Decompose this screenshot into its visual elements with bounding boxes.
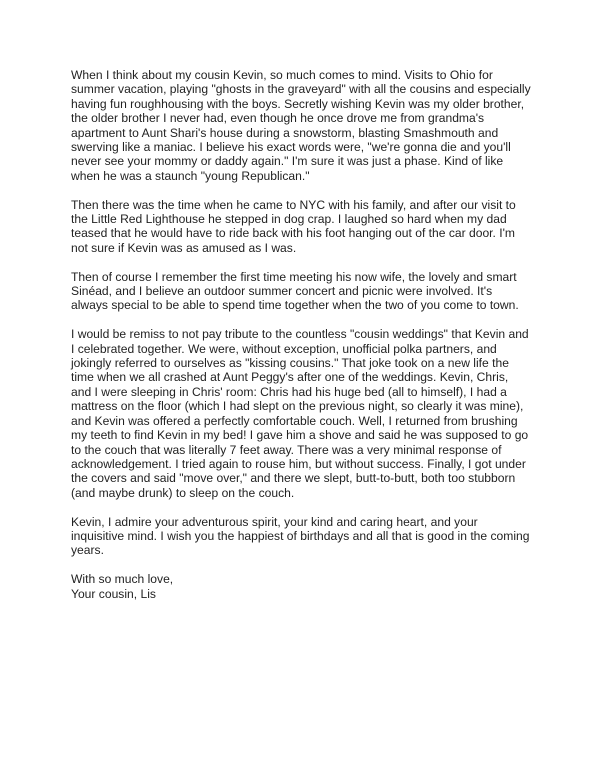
paragraph-birthday-wishes: Kevin, I admire your adventurous spirit, your kind and caring heart, and your inquisitive mind. I wish you the happiest of birthdays and all that is good in the coming years.: [71, 514, 530, 558]
letter-closing: [71, 572, 531, 601]
paragraph-cousin-weddings: I would be remiss to not pay tribute to the countless "cousin weddings" that Kevin and I celebrated together. We were, without exception, unofficial polka partners, and jokingly referred to ourselves as "kissing cousins." That joke took on a new life the time when we all crashed at Aunt Peggy's after one of the weddings. Kevin, Chris, and I were sleeping in Chris' room: Chris had his huge bed (all to himself), I had a mattress on the floor (which I had slept on the previous night, so clearly it was mine), and Kevin was offered a perfectly comfortable couch. Well, I returned from brushing my teeth to find Kevin in my bed! I gave him a shove and said he was supposed to go to the couch that was literally 7 feet away. There was a very minimal response of acknowledgement. I tried again to rouse him, but without success. Finally, I got under the covers and said "move over," and there we slept, butt-to-butt, both too stubborn (and maybe drunk) to sleep on the couch.: [71, 327, 529, 500]
paragraph-childhood-memories: When I think about my cousin Kevin, so much comes to mind. Visits to Ohio for summer vacation, playing "ghosts in the graveyard" with all the cousins and especially having fun roughhousing with the boys. Secretly wishing Kevin was my older brother, the older brother I never had, even though he once drove me from grandma's apartment to Aunt Shari's house during a snowstorm, blasting Smashmouth and swerving like a maniac. I believe his exact words were, "we're gonna die and you'll never see your mommy or daddy again." I'm sure it was just a phase. Kind of like when he was a staunch "young Republican.": [71, 68, 531, 183]
signature-line: Your cousin, Lis: [71, 586, 156, 601]
paragraph-meeting-wife: Then of course I remember the first time meeting his now wife, the lovely and smart Sinéad, and I believe an outdoor summer concert and picnic were involved. It's always special to be able to spend time together when the two of you come to town.: [71, 269, 519, 313]
letter-body: [71, 68, 531, 601]
closing-line: With so much love,: [71, 572, 174, 587]
paragraph-nyc-visit: Then there was the time when he came to NYC with his family, and after our visit to the Little Red Lighthouse he stepped in dog crap. I laughed so hard when my dad teased that he would have to ride back with his foot hanging out of the car door. I'm not sure if Kevin was as amused as I was.: [71, 197, 516, 255]
